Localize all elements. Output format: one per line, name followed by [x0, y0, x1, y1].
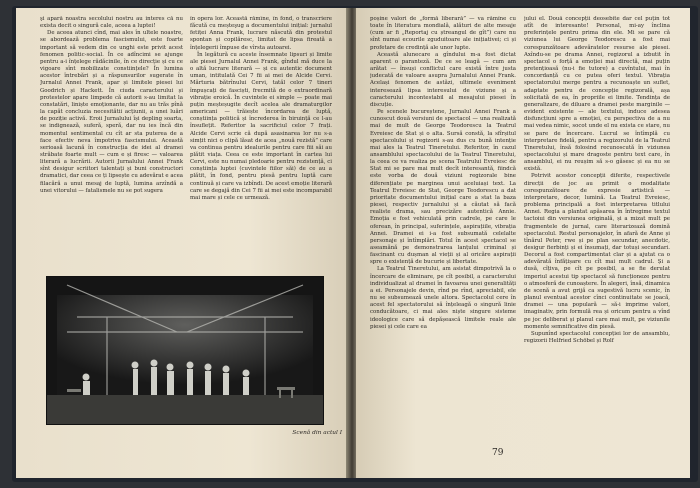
paragraph: şi apară noastra secolului nostru au interes că nu exista decit o singură cale, aceea a luptei! [40, 16, 183, 30]
right-page-column-2 [524, 16, 670, 446]
left-page-column-2 [190, 16, 332, 270]
left-page-column-1 [40, 16, 183, 270]
paragraph: Supunînd spectacolul concepției lor de ansamblu, regizorii Helfried Schöbel și Rolf [524, 330, 670, 345]
paragraph: De aceea atunci cînd, mai ales în ultele noastre, se abordează problema fascismului, este foarte important să vedem din ce unghi este privit acest fenomen politic-social. În ce adîncimi se ajunge pentru a-i înțelege rădăcinile, în ce direcție și cu ce vigoare sînt mobilizate constiințele? În lumina acestor întrebări și a răspunsurilor sugerate în Jurnalul Annei Frank, apar și limitele piesei lui Goodrich și Hackett. În ciuda caracterului și protestelor apare limpede că autorii s-au limitat la constatări, liniște emoționante, dar nu au trăs pînă la capăt concluzia necesitătii acțiunii, a unei luări de poziție activă. Eroii Jurnalului își depling soarta, se indignează, suferă, speră, dar nu ies încă din momentul sentimental cu cît ar sta puterea de a face efectiv neva împotriva fascismului. Această serioasă lacună în construcția de idei al dramei străbate foarte mult — cum e și firesc — valoarea literară a lucrării. Autorii Jurnalului Annei Frank sînt desigur scriitori talentați și buni constructori dramatici, dar ceea ce ți lipsește cu adevărat e acea filacără a unui mesaj de luptă, lumina arzîndă a unei vitorului — fatalismele nu se pot sugera [40, 30, 183, 194]
paragraph: Această alunecare a gîndului m-a fost dictat aparent o paranteză. De ce se leagă — cum am arătat — însuși conflictul care există între justa judecată de valoare asupra Jurnalului Annei Frank. Același fenomen de astăzi, ultimele eveniment interesează lipsa interesului de viziune și a caracterului incontestabil al mesajului piesei în discuție. [370, 51, 516, 108]
paragraph: poșine valori de „formă liberară” — va rămîne cu toate în literatura mondială, alături de alte mesaje (cum ar fi „Reportaj cu ștreangul de gît”) care nu sînt numai ecourile zguduitoare ale inițiativei; ci și profetare de credință ale unor lupte. [370, 16, 516, 51]
stage-photograph [46, 276, 324, 425]
paragraph: La Teatrul Tineretului, am asistat dimpotrivă la o încercare de eliminare, pe cît posibil, a caracterului individualizat al dramei în favoarea unei generalități a ei. Personajele devin, rînd pe rînd, apreciabil, ele nu se subsumează unele altora. Spectacolul cere în acest fel spectatorului să înțeleagă o singură linie conducătoare, ci mai ales niște singure sisteme ideologice care să depășească limitele reale ale piesei și cele care ea [370, 266, 516, 330]
paragraph: jului el. Două concepții deosebite dar cel puțin tot atît de interesante! Personal, mi-ay înclina preferințele pentru prima din ele. Mi se pare că viziunea lui George Teodorescu a fost mai corespunzătoare adevăratelor resurse ale piesei. Axîndu-se pe drama Annei, regizorul a izbutit în spectacol o forță a emoției mai directă, mai puțin pretențioasă (nu-i fie tutore) a cuvîntului, mai în concordanță cu ce putea oferi textul. Vibrația spectatorului merge pentru a recunoaște un suflet, adaptate pentru de concepție regizorală, așa solicitată de ea, în propriile ei limite. Tendința de generalizare, de diluare a dramei peste marginile — evident existente — ale textului, induce adesea disfuncțiuni spre a emoției, cu perspectiva de a nu mai vedea nimic, socot unde el nu exista ce stare, nu se pare de încercare. Lucrul se întîmplă cu interpretare fidelă, pentru a regizorului de la Teatrul Tineretului, însă folosind recunoscută în viziunea spectacolului și mare dragoste pentru text care, în ansamblul, ei nu reușim să s-o găsesc și ea nu se există. [524, 16, 670, 173]
paragraph: în opera lor. Această rămîne, în fond, o transcriere făcută cu meșteşug a documentului inițial: jurnalul fetiței Anna Frank, lucrare născută din protestul spontan și copilăresc, limitat de lipsa fireată a înțelegerii împuse de vîrsta autoarei. [190, 16, 332, 51]
photo-caption: Scenă din actul I [292, 430, 342, 436]
page-number: 79 [492, 448, 504, 458]
stage-scene-image [47, 277, 323, 424]
paragraph: Pe scenele bucureștene, Jurnalul Annei Frank a cunoscut două versiuni de spectacol — una realizată mai de mult de George Teodorescu la Teatrul Evreiesc de Stat și o alta. Sursă constă, la sfîrșitul spectacolului și regizorii s-au dus cu bună intenție mai ales la Teatrul Tineretului. Referitor, în cazul ansamblului spectacolului de la Teatrul Tineretului, la ceea ce va realiza pe scena Teatrului Evreiesc de Stat mi se pare mai mult decît interesantă, fiindcă este vorba de două viziuni regizorale bine diferențiate pe marginea unui aceluiași text. La Teatrul Evreiesc de Stat, George Teodorescu a dat prioritate documentului inițial care a stat la baza piesei, respectiv jurnalului și a căutat să facă realiste drama, sau precizăre autentică Annie. Emoția e fost vehiculată prin cadrele, pe care le oferean, în principal, suferințele, aspirațiile, vibrația Annei. Dramei ei i-a fost subsumată celelalte personaje și întîmplări. Totul în acest spectacol se aseamănă pe demonstrarea lanțului criminal și fascinant cu dușman al vieții și al oricăre aspirații spre o existență de bucurie și libertate. [370, 109, 516, 266]
paragraph: Potrivit acestor concepții diferite, respectivele direcții de joc au primit o modalitate corespunzătoare de expresie artistică — interpretare, decor, lumină. La Teatrul Evreiesc, problema principală a fost interpretarea titlului Annei. Regia a plantat apăsarea în întregime textul tactoiui din versiunea originală, și a mizat mult pe fragmentele de jurnal, care literarizează domină spectacolul. Restul personajelor, în afară de Anne și tînărul Peter, rwe și pe plan secundar, anecdotic, desigur fierbinți și ei însumați, dar totuși secundari. Decorul a fost compartimentat clar și a ajutat ca o adevărată înfățișare cu cît mai mult cadrul. Și a dusă, cîțiva, pe cît pe posibil, a se fie derulat imperiul acestui tip spectacol să funcționeze pentru o atmosferă de cunoaștere. În alegeri, însă, dinamica de scenă a avut grijă ca sugestivă lucru scenic, în planul eventual acestor cînci continuitate se joacă, dramei — una populară — să-i imprime valori, imaginativ, prin formulă rea și oricum pentru a vînd pe joc deliberat și planul care mai mult, pe viziunile momente semnificative din piesă. [524, 173, 670, 330]
right-page-column-1 [370, 16, 516, 446]
paragraph: În legătură cu aceste însemnate lipsuri și limite ale piesei Jurnalul Annei Frank, gîndul mă duce la o altă lucrare literară — și cu autentic document uman, intitulată Cei 7 fii ai mei de Alcide Cervi. Mărturia bătrînului Cervi, tatăl celor 7 tineri împușcați de fasciști, frecmită de o extraordinară vibrație eroică. În cuvintele ei simple — poate mai puțin meșteșugite decît acelea ale dramaturgilor americani — trăiește încordarea de luptă, conștiința politică și încrederea în biruință ce l-au însuflețit. Referitor la sacrificiul celor 7 frați. Alcide Cervi scrie că după asasinarea lor nu s-a simțit nici o clipă lăsat de acea „nouă rezistă” care va continua pentru idealurile pentru care fiii săi au plătit viața. Ceea ce este important în cartea lui Cervi, este nu numai pledoarie pentru rezistență, ci conștiința luptei (cuvintele fiilor săi) de ce au a plătit, în fond, pentru piesă pentru luptă care continuă și care va izbîndi. De acest emoție literară care se degajă din Cei 7 fii ai mei este incomparabil mai mare și cele ce urmează. [190, 51, 332, 201]
